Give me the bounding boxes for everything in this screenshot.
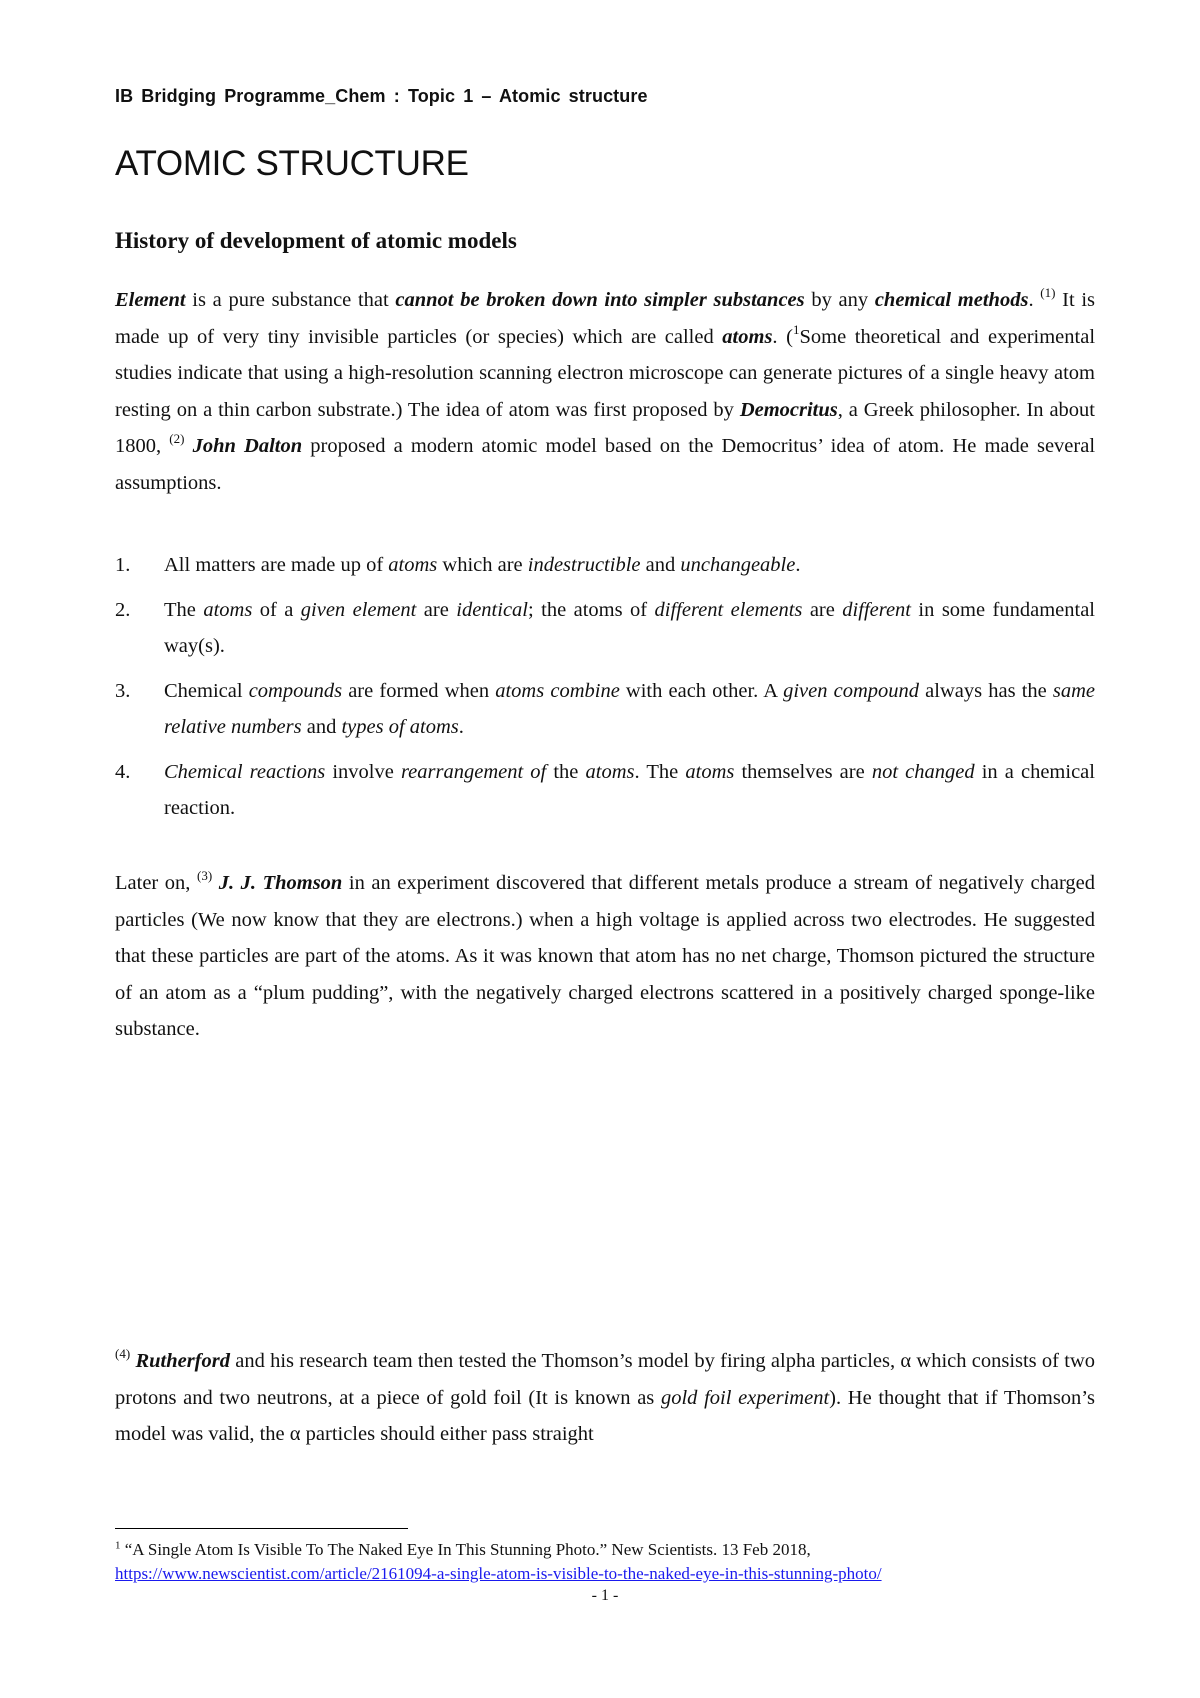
text-span: Chemical (164, 679, 249, 702)
text-span: in a chemical reaction. (164, 760, 1095, 819)
emphasis: same relative numbers (164, 679, 1096, 738)
emphasis: compounds (248, 679, 343, 702)
text-span: Later on, (115, 872, 197, 894)
footnote-number: 1 (115, 1539, 121, 1552)
reference-marker-2: (2) (169, 431, 185, 447)
text-span: involve (325, 760, 401, 783)
emphasis: atoms (388, 554, 438, 576)
emphasis: not changed (871, 760, 975, 783)
footnote (115, 1538, 1095, 1586)
text-span: proposed a modern atomic model based on the Democritus’ idea of atom. He made several assumptions. (115, 435, 1096, 494)
text-span: with each other. A (619, 679, 784, 702)
name-jj-thomson: J. J. Thomson (218, 872, 343, 894)
list-number: 3. (115, 679, 131, 702)
emphasis: Chemical reactions (164, 760, 326, 783)
list-number: 2. (115, 598, 131, 621)
text-span: . The (634, 760, 686, 783)
text-span: . (795, 554, 801, 576)
page-title: ATOMIC STRUCTURE (115, 144, 469, 183)
document-page (115, 0, 1095, 1698)
emphasis: different (842, 598, 911, 621)
text-span: . (1028, 289, 1041, 311)
list-number: 4. (115, 760, 131, 783)
emphasis-cannot-be-broken: cannot be broken down into simpler substances (395, 289, 805, 311)
text-span: and his research team then tested the Thomson’s model by firing alpha particles, α which consists of two protons and two neutrons, at a piece of gold foil (It is known as (115, 1350, 1096, 1409)
section-heading: History of development of atomic models (115, 228, 517, 253)
dalton-assumptions-list (115, 547, 1095, 835)
reference-marker-3: (3) (196, 868, 213, 884)
page-number: - 1 - (591, 1587, 619, 1604)
emphasis: atoms (685, 760, 735, 783)
text-span: All matters are made up of (164, 554, 389, 576)
text-span: ). He thought that if Thomson’s model was valid, the α particles should either pass straight (115, 1386, 1095, 1445)
text-span: . ( (772, 325, 793, 348)
text-span: and (301, 716, 342, 738)
text-span: themselves are (734, 760, 872, 783)
text-span: of a (252, 598, 301, 621)
emphasis-gold-foil: gold foil experiment (660, 1386, 830, 1409)
footnote-text: “A Single Atom Is Visible To The Naked Eye In This Stunning Photo.” New Scientists. 13 Feb 2018, (120, 1540, 811, 1559)
text-span: are formed when (342, 679, 496, 702)
emphasis: identical (456, 598, 528, 621)
text-span: which are (437, 554, 528, 576)
name-rutherford: Rutherford (135, 1350, 230, 1372)
text-span: Some theoretical and experimental studies indicate that using a high-resolution scanning electron microscope can generate pictures of a single heavy atom resting on a thin carbon substrate.) The idea of atom was first proposed by (115, 325, 1096, 421)
text-span: in some fundamental way(s). (164, 598, 1095, 657)
emphasis: atoms combine (495, 679, 620, 702)
term-atoms: atoms (722, 325, 773, 348)
reference-marker-1: (1) (1040, 285, 1056, 301)
reference-marker-4: (4) (115, 1346, 131, 1362)
list-item (115, 547, 1095, 584)
list-item (115, 592, 1095, 665)
footnote-link[interactable]: https://www.newscientist.com/article/2161094-a-single-atom-is-visible-to-the-naked-eye-in-this-stunning-photo/ (115, 1564, 882, 1583)
rutherford-paragraph (115, 1343, 1095, 1453)
text-span: and (640, 554, 681, 576)
emphasis: rearrangement of (400, 760, 547, 783)
emphasis: indestructible (527, 554, 641, 576)
intro-paragraph (115, 282, 1095, 501)
text-span: the (546, 760, 586, 783)
list-item (115, 673, 1095, 746)
emphasis: different elements (654, 598, 803, 621)
name-john-dalton: John Dalton (192, 435, 303, 457)
name-democritus: Democritus (739, 398, 838, 421)
footnote-marker: 1 (792, 321, 800, 337)
text-span: ; the atoms of (528, 598, 655, 621)
text-span: in an experiment discovered that different metals produce a stream of negatively charged particles (We now know that they are electrons.) when a high voltage is applied across two electrodes. He suggested that these particles are part of the atoms. As it was known that atom has no net charge, Thomson pictured the structure of an atom as a “plum pudding”, with the negatively charged electrons scattered in a positively charged sponge-like substance. (115, 872, 1096, 1040)
text-span: The (164, 598, 204, 621)
term-element: Element (115, 289, 186, 311)
thomson-paragraph (115, 865, 1095, 1048)
emphasis: types of atoms (341, 716, 459, 738)
list-item (115, 754, 1095, 827)
emphasis: given element (300, 598, 417, 621)
text-span: are (416, 598, 457, 621)
text-span: by any (804, 289, 875, 311)
emphasis: unchangeable (680, 554, 796, 576)
emphasis: given compound (783, 679, 920, 702)
emphasis: atoms (585, 760, 635, 783)
emphasis: atoms (203, 598, 253, 621)
emphasis-chemical-methods: chemical methods (874, 289, 1029, 311)
list-number: 1. (115, 554, 131, 576)
text-span: are (802, 598, 843, 621)
text-span: It is made up of very tiny invisible particles (or species) which are called (115, 289, 1096, 348)
running-header: IB Bridging Programme_Chem : Topic 1 – Atomic structure (115, 86, 648, 106)
text-span (184, 435, 192, 457)
text-span: . (458, 716, 464, 738)
footnote-divider (115, 1528, 408, 1529)
text-span: always has the (919, 679, 1053, 702)
text-span: , a Greek philosopher. In about 1800, (115, 398, 1095, 457)
text-span: is a pure substance that (185, 289, 396, 311)
